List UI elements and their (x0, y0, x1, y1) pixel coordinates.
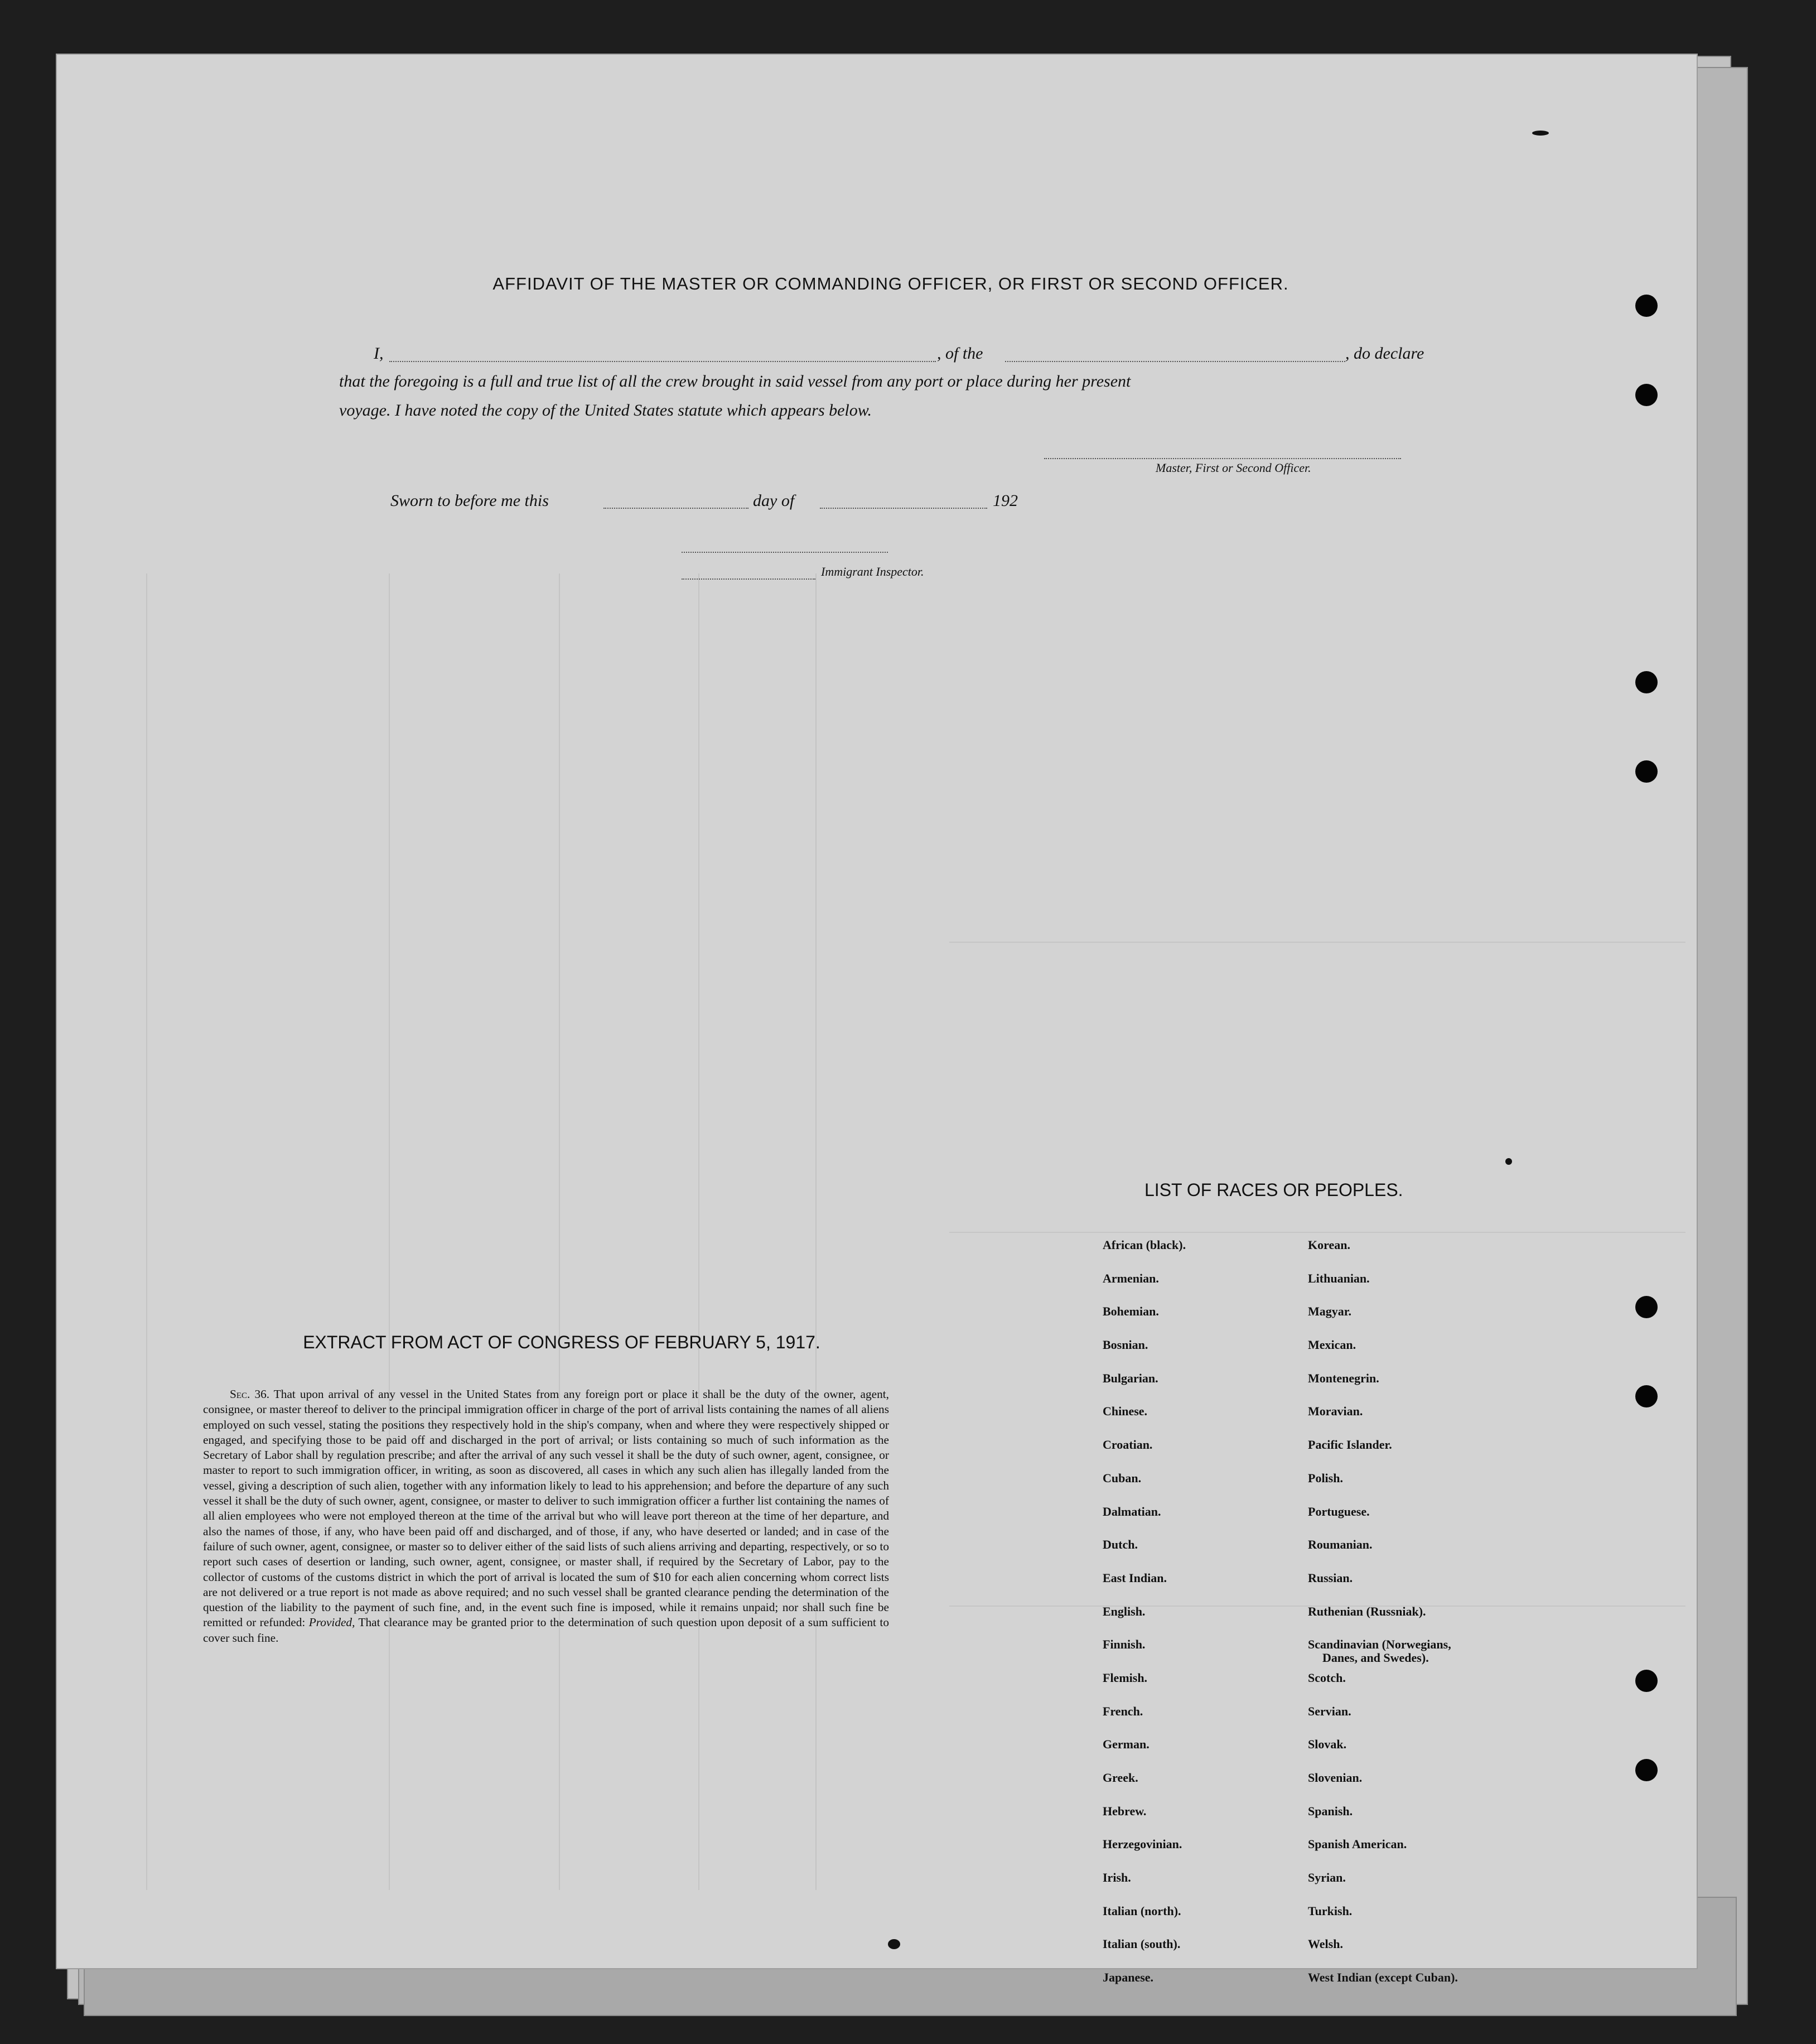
affidavit-body-line1: that the foregoing is a full and true list of all the crew brought in said vessel from any port or place during her present (339, 372, 1131, 391)
inspector-label: Immigrant Inspector. (821, 565, 924, 579)
race-item: Mexican. (1308, 1338, 1356, 1352)
race-item: German. (1103, 1737, 1150, 1752)
ink-speck (888, 1939, 900, 1949)
sworn-label: Sworn to before me this (390, 491, 549, 510)
race-item: Pacific Islander. (1308, 1438, 1392, 1452)
manifest-page (56, 54, 1698, 1985)
race-item: West Indian (except Cuban). (1308, 1970, 1458, 1985)
vessel-name-line (1005, 361, 1345, 362)
affidavit-do-declare-label: , do declare (1345, 344, 1424, 363)
ghost-rule (389, 573, 390, 1890)
punch-hole (1635, 1670, 1658, 1692)
race-item: Magyar. (1308, 1304, 1352, 1319)
punch-hole (1635, 295, 1658, 317)
race-item: Cuban. (1103, 1471, 1142, 1485)
race-item: Hebrew. (1103, 1804, 1147, 1818)
race-item: Portuguese. (1308, 1504, 1370, 1518)
officer-signature-line (1044, 458, 1401, 459)
punch-hole (1635, 1385, 1658, 1407)
races-list-left (1103, 1238, 1186, 2004)
races-heading: LIST OF RACES OR PEOPLES. (1144, 1180, 1403, 1200)
ghost-rule (815, 573, 817, 1890)
race-item: Italian (south). (1103, 1937, 1181, 1951)
race-item: Slovenian. (1308, 1771, 1363, 1785)
race-item: African (black). (1103, 1238, 1186, 1252)
inspector-signature-line2 (682, 579, 815, 580)
punch-hole (1635, 671, 1658, 693)
officer-signature-label: Master, First or Second Officer. (1156, 461, 1311, 475)
section-label: Sec. 36. (230, 1387, 270, 1401)
race-item: Armenian. (1103, 1271, 1159, 1285)
race-item: Spanish. (1308, 1804, 1353, 1818)
race-item: East Indian. (1103, 1570, 1167, 1585)
race-item: Scotch. (1308, 1670, 1346, 1685)
ghost-rule (949, 942, 1685, 943)
race-item: Bosnian. (1103, 1338, 1148, 1352)
sworn-month-line (820, 508, 987, 509)
ink-speck (1532, 131, 1549, 136)
affidavit-of-the-label: , of the (937, 344, 983, 363)
race-item: Servian. (1308, 1704, 1351, 1718)
race-item-continuation: Danes, and Swedes). (1322, 1651, 1429, 1665)
punch-hole (1635, 1759, 1658, 1781)
race-item: Welsh. (1308, 1937, 1343, 1951)
provided-label: Provided, (308, 1616, 355, 1630)
race-item: Bohemian. (1103, 1304, 1159, 1319)
race-item: Polish. (1308, 1471, 1343, 1485)
year-label: 192 (993, 491, 1018, 510)
race-item: Moravian. (1308, 1404, 1363, 1419)
punch-hole (1635, 1296, 1658, 1318)
race-item: French. (1103, 1704, 1143, 1718)
race-item: Slovak. (1308, 1737, 1347, 1752)
race-item: Russian. (1308, 1570, 1353, 1585)
ghost-rule (698, 573, 699, 1890)
statute-text (203, 1387, 889, 1646)
ghost-rule (559, 573, 560, 1890)
statute-proviso: That clearance may be granted prior to the determination of such question upon deposit of a sum sufficient to cover such fine. (203, 1616, 890, 1645)
race-item: Roumanian. (1308, 1537, 1373, 1552)
affidavit-i-label: I, (374, 344, 384, 363)
day-of-label: day of (753, 491, 795, 510)
race-item: Croatian. (1103, 1438, 1153, 1452)
race-item: Italian (north). (1103, 1903, 1181, 1918)
race-item: Korean. (1308, 1238, 1350, 1252)
race-item: Dutch. (1103, 1537, 1138, 1552)
statute-body: That upon arrival of any vessel in the United States from any foreign port or place it shall be the duty of the owner, agent, consignee, or master thereof to deliver to the principal immigration officer in charge of the port of arrival lists containing the names of all aliens employed on such vessel, stating the positions they respectively hold in the ship's company, when and where they were respectively shipped or engaged, and specifying those to be paid off and discharged in the port of arrival; or lists containing so much of such information as the Secretary of Labor shall by regulation prescribe; and after the arrival of any such vessel it shall be the duty of such owner, agent, consignee, or master to report to such immigration officer, in writing, as soon as discovered, all cases in which any such alien has illegally landed from the vessel, giving a description of such alien, together with any information likely to lead to his apprehension; and before the departure of any such vessel it shall be the duty of such owner, agent, consignee, or master to deliver to such immigration officer a further list containing the names of all alien employees who were not employed thereon at the time of the arrival but who will leave port thereon at the time of her departure, and also the names of those, if any, who have been paid off and discharged, and of those, if any, who have deserted or landed; and in case of the failure of such owner, agent, consignee, or master so to deliver either of the said lists of such aliens arriving and departing, respectively, or so to report such cases of desertion or landing, such owner, agent, consignee, or master shall, if required by the Secretary of Labor, pay to the collector of customs of the customs district in which the port of arrival is located the sum of $10 for each alien concerning whom correct lists are not delivered or a true report is not made as above required; and no such vessel shall be granted clearance pending the determination of the question of the liability to the payment of such fine, and, in the event such fine is imposed, while it remains unpaid; nor shall such fine be remitted or refunded: (203, 1387, 889, 1630)
race-item: Ruthenian (Russniak). (1308, 1604, 1426, 1618)
race-item: Greek. (1103, 1771, 1138, 1785)
extract-heading: EXTRACT FROM ACT OF CONGRESS OF FEBRUARY 5, 1917. (303, 1332, 820, 1352)
race-item: Chinese. (1103, 1404, 1148, 1419)
punch-hole (1635, 384, 1658, 406)
race-item: Dalmatian. (1103, 1504, 1161, 1518)
inspector-signature-line (682, 552, 888, 553)
ink-speck (1505, 1158, 1512, 1165)
race-item: Herzegovinian. (1103, 1837, 1182, 1852)
race-item: Lithuanian. (1308, 1271, 1370, 1285)
race-item: Scandinavian (Norwegians, (1308, 1637, 1451, 1652)
race-item: Finnish. (1103, 1637, 1146, 1652)
affidavit-body-line2: voyage. I have noted the copy of the United States statute which appears below. (339, 401, 872, 420)
race-item: Turkish. (1308, 1903, 1353, 1918)
race-item: Flemish. (1103, 1670, 1148, 1685)
race-item: Bulgarian. (1103, 1371, 1158, 1385)
sworn-day-line (603, 508, 748, 509)
race-item: Irish. (1103, 1871, 1131, 1885)
punch-hole (1635, 760, 1658, 783)
race-item: English. (1103, 1604, 1146, 1618)
races-list-right (1308, 1238, 1458, 2004)
race-item: Japanese. (1103, 1970, 1154, 1985)
ghost-rule (949, 1232, 1685, 1233)
race-item: Montenegrin. (1308, 1371, 1379, 1385)
race-item-scandinavian (1308, 1638, 1458, 1671)
master-name-line (389, 361, 936, 362)
race-item: Syrian. (1308, 1871, 1346, 1885)
race-item: Spanish American. (1308, 1837, 1407, 1852)
ghost-rule (146, 573, 147, 1890)
affidavit-heading: AFFIDAVIT OF THE MASTER OR COMMANDING OFFICER, OR FIRST OR SECOND OFFICER. (492, 274, 1289, 293)
